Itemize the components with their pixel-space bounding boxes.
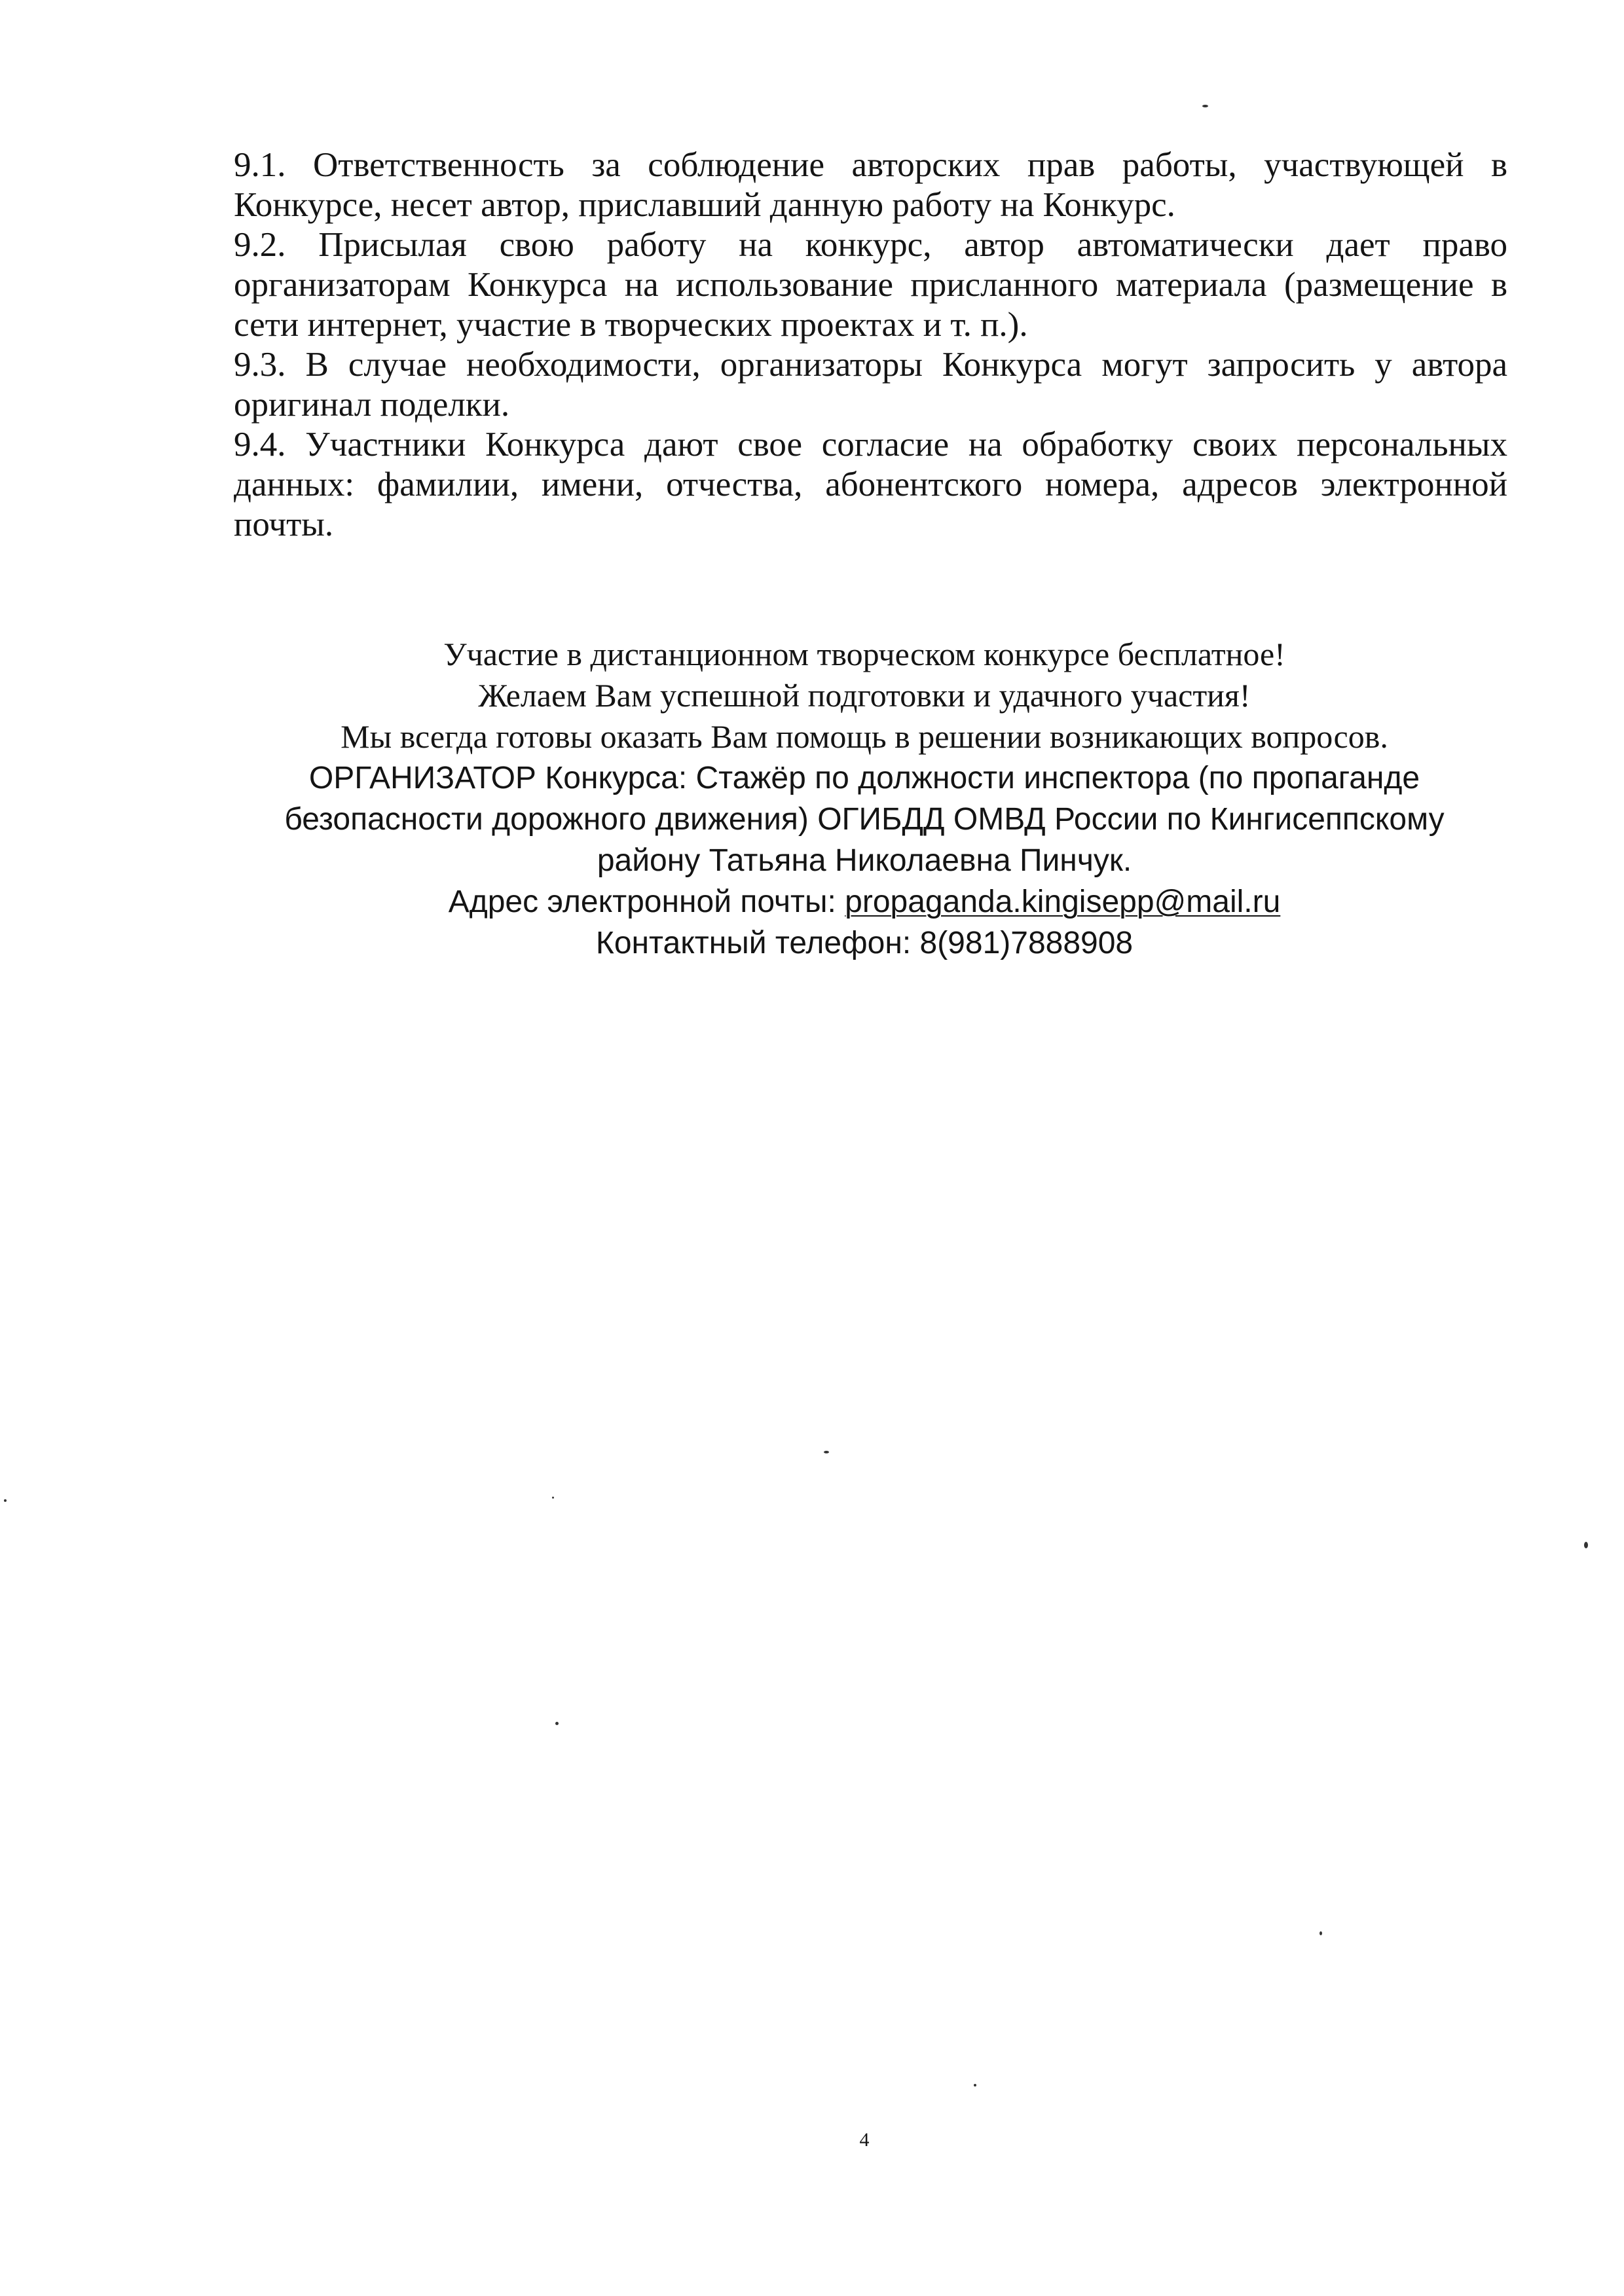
- paragraph-text: Участники Конкурса дают свое согласие на обработку своих персональных данных: фамилии, имени, отчества, абонентского номера, адресов электронной почты.: [234, 426, 1508, 543]
- help-line: Мы всегда готовы оказать Вам помощь в решении возникающих вопросов.: [341, 718, 1388, 755]
- organizer-line: безопасности дорожного движения) ОГИБДД ОМВД России по Кингисеппскому: [284, 802, 1445, 837]
- scan-speck: [552, 1497, 554, 1499]
- scan-speck: [1320, 1931, 1322, 1935]
- paragraph-9-4: [234, 425, 1507, 545]
- scan-speck: [824, 1451, 829, 1453]
- paragraph-number: 9.1.: [234, 146, 286, 184]
- paragraph-number: 9.2.: [234, 226, 286, 264]
- scan-speck: [4, 1499, 7, 1502]
- free-participation-line: Участие в дистанционном творческом конкурсе бесплатное!: [443, 636, 1285, 672]
- paragraph-number: 9.4.: [234, 426, 286, 464]
- email-line: [223, 881, 1506, 922]
- paragraph-9-1: [234, 145, 1507, 225]
- organizer-line: ОРГАНИЗАТОР Конкурса: Стажёр по должности инспектора (по пропаганде: [308, 761, 1420, 795]
- paragraph-number: 9.3.: [234, 346, 286, 384]
- scan-speck: [1584, 1542, 1588, 1548]
- organizer-line: району Татьяна Николаевна Пинчук.: [597, 843, 1132, 878]
- paragraph-text: Ответственность за соблюдение авторских прав работы, участвующей в Конкурсе, несет автор, приславший данную работу на Конкурс.: [234, 146, 1508, 224]
- scan-speck: [1202, 105, 1208, 107]
- paragraph-text: В случае необходимости, организаторы Конкурса могут запросить у автора оригинал поделки.: [234, 346, 1507, 424]
- phone-line: Контактный телефон: 8(981)7888908: [595, 926, 1134, 960]
- wishes-line: Желаем Вам успешной подготовки и удачного участия!: [478, 677, 1251, 714]
- email-label: Адрес электронной почты:: [448, 884, 845, 919]
- scan-speck: [974, 2084, 976, 2086]
- page-number: 4: [859, 2129, 870, 2151]
- paragraph-9-2: [234, 225, 1507, 345]
- paragraph-9-3: [234, 345, 1507, 425]
- closing-block: [223, 634, 1506, 964]
- paragraph-text: Присылая свою работу на конкурс, автор автоматически дает право организаторам Конкурса на использование присланного материала (размещение в сети интернет, участие в творческих проектах и т. п.).: [234, 226, 1508, 344]
- terms-section: [234, 145, 1507, 545]
- scan-speck: [555, 1722, 559, 1725]
- email-link[interactable]: propaganda.kingisepp@mail.ru: [845, 884, 1281, 919]
